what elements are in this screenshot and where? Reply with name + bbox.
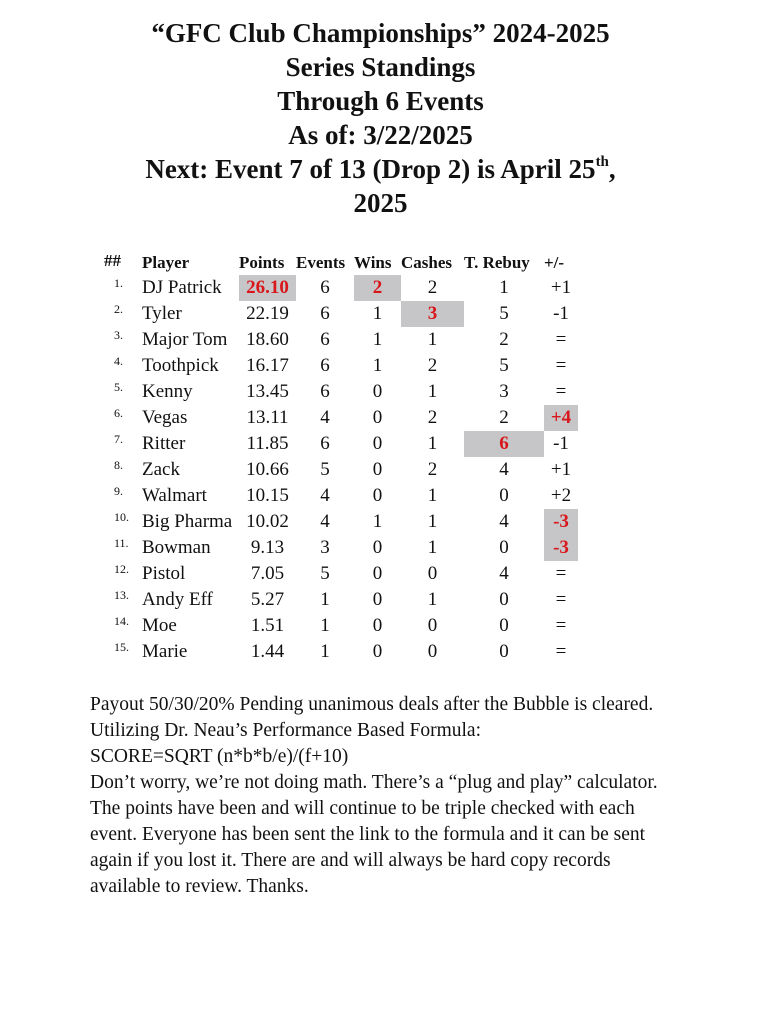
wins-cell: 0 (372, 537, 383, 558)
formula: SCORE=SQRT (n*b*b/e)/(f+10) (90, 746, 349, 767)
notes-body: Don’t worry, we’re not doing math. There’s a “plug and play” calculator. The points have been and will continue to be triple checked with each event. Everyone has been sent the link to the formula and it can be sent again if you lost it. There are and will always be hard copy records available to review. Thanks. (90, 772, 658, 897)
column-header-player: Player (142, 253, 190, 272)
next-event-text: Next: Event 7 of 13 (Drop 2) is April 25 (145, 154, 596, 184)
column-header-rank: ## (104, 251, 121, 270)
table-row (100, 431, 578, 457)
wins-cell: 1 (372, 511, 383, 532)
events-cell: 1 (320, 589, 330, 610)
wins-cell: 0 (372, 563, 383, 584)
table-row (100, 639, 578, 665)
player-cell: DJ Patrick (142, 277, 222, 298)
table-row (100, 327, 578, 353)
events-cell: 1 (320, 641, 330, 662)
points-cell: 1.51 (250, 615, 285, 636)
points-cell: 7.05 (250, 563, 285, 584)
events-cell: 4 (320, 511, 330, 532)
player-cell: Vegas (142, 407, 188, 428)
cashes-cell: 1 (427, 381, 438, 402)
rank-cell: 7. (114, 432, 123, 446)
diff-cell: +1 (550, 277, 572, 298)
rank-cell: 14. (114, 614, 129, 628)
events-cell: 3 (320, 537, 330, 558)
events-cell: 6 (320, 381, 330, 402)
events-cell: 1 (320, 615, 330, 636)
wins-cell: 0 (372, 485, 383, 506)
next-event-year: 2025 (353, 188, 408, 218)
next-event-comma: , (608, 154, 616, 184)
wins-cell: 0 (372, 589, 383, 610)
rank-cell: 2. (114, 302, 123, 316)
diff-cell: +2 (550, 485, 572, 506)
rebuy-cell: 2 (499, 329, 509, 350)
page-subtitle: Series Standings (285, 52, 476, 82)
rebuy-cell-highlighted: 6 (464, 431, 544, 457)
events-cell: 6 (320, 329, 330, 350)
cashes-cell: 1 (427, 485, 438, 506)
player-cell: Ritter (142, 433, 186, 454)
events-cell: 4 (320, 485, 330, 506)
points-cell: 5.27 (250, 589, 285, 610)
table-header-row (100, 251, 578, 275)
rebuy-cell: 0 (499, 537, 509, 558)
rank-cell: 11. (114, 536, 129, 550)
diff-cell: = (555, 589, 567, 610)
formula-intro: Utilizing Dr. Neau’s Performance Based Formula: (90, 720, 481, 741)
rebuy-cell: 0 (499, 589, 509, 610)
cashes-cell: 1 (427, 511, 438, 532)
rank-cell: 10. (114, 510, 129, 524)
wins-cell: 0 (372, 381, 383, 402)
rank-cell: 4. (114, 354, 123, 368)
points-cell: 13.45 (246, 381, 289, 402)
events-cell: 6 (320, 277, 330, 298)
points-cell: 13.11 (246, 407, 289, 428)
player-cell: Pistol (142, 563, 186, 584)
next-event-ordinal: th (595, 154, 609, 170)
cashes-cell: 2 (427, 459, 438, 480)
cashes-cell: 1 (427, 537, 438, 558)
cashes-cell: 0 (427, 615, 438, 636)
cashes-cell: 2 (427, 277, 438, 298)
diff-cell-highlighted: -3 (544, 509, 578, 535)
column-header-cashes: Cashes (401, 253, 453, 272)
table-row (100, 535, 578, 561)
rebuy-cell: 4 (499, 563, 509, 584)
rebuy-cell: 4 (499, 459, 509, 480)
player-cell: Moe (142, 615, 177, 636)
table-row (100, 587, 578, 613)
wins-cell-highlighted: 2 (354, 275, 401, 301)
next-event (0, 152, 761, 186)
diff-cell: +1 (550, 459, 572, 480)
diff-cell: -1 (553, 303, 569, 324)
wins-cell: 0 (372, 407, 383, 428)
wins-cell: 0 (372, 433, 383, 454)
player-cell: Marie (142, 641, 188, 662)
rank-cell: 8. (114, 458, 123, 472)
rebuy-cell: 0 (499, 485, 509, 506)
rebuy-cell: 5 (499, 303, 509, 324)
rebuy-cell: 2 (499, 407, 509, 428)
cashes-cell: 2 (427, 407, 438, 428)
table-row (100, 561, 578, 587)
player-cell: Walmart (142, 485, 207, 506)
column-header-diff: +/- (544, 253, 565, 272)
table-row (100, 405, 578, 431)
cashes-cell: 0 (427, 563, 438, 584)
cashes-cell: 2 (427, 355, 438, 376)
wins-cell: 1 (372, 303, 383, 324)
rank-cell: 6. (114, 406, 123, 420)
rebuy-cell: 4 (499, 511, 509, 532)
player-cell: Major Tom (142, 329, 228, 350)
wins-cell: 0 (372, 641, 383, 662)
diff-cell: = (555, 355, 567, 376)
table-row (100, 379, 578, 405)
page-title: “GFC Club Championships” 2024-2025 (151, 18, 610, 48)
events-cell: 5 (320, 459, 330, 480)
points-cell-highlighted: 26.10 (239, 275, 296, 301)
points-cell: 18.60 (246, 329, 289, 350)
rank-cell: 5. (114, 380, 123, 394)
rebuy-cell: 5 (499, 355, 509, 376)
table-row (100, 275, 578, 301)
events-cell: 6 (320, 303, 330, 324)
events-cell: 4 (320, 407, 330, 428)
rebuy-cell: 0 (499, 641, 509, 662)
diff-cell: = (555, 563, 567, 584)
column-header-rebuy: T. Rebuy (464, 253, 530, 272)
table-row (100, 457, 578, 483)
cashes-cell: 0 (427, 641, 438, 662)
player-cell: Big Pharma (142, 511, 233, 532)
as-of-date: As of: 3/22/2025 (288, 120, 473, 150)
points-cell: 10.02 (246, 511, 289, 532)
events-cell: 6 (320, 433, 330, 454)
wins-cell: 1 (372, 329, 383, 350)
cashes-cell-highlighted: 3 (401, 301, 464, 327)
column-header-points: Points (239, 253, 285, 272)
diff-cell-highlighted: -3 (544, 535, 578, 561)
cashes-cell: 1 (427, 433, 438, 454)
wins-cell: 1 (372, 355, 383, 376)
diff-cell: -1 (553, 433, 569, 454)
column-header-events: Events (296, 253, 346, 272)
player-cell: Andy Eff (142, 589, 213, 610)
diff-cell: = (555, 329, 567, 350)
points-cell: 22.19 (246, 303, 289, 324)
player-cell: Tyler (142, 303, 182, 324)
table-row (100, 509, 578, 535)
player-cell: Zack (142, 459, 180, 480)
rank-cell: 9. (114, 484, 123, 498)
wins-cell: 0 (372, 459, 383, 480)
diff-cell: = (555, 381, 567, 402)
rank-cell: 15. (114, 640, 129, 654)
rank-cell: 3. (114, 328, 123, 342)
player-cell: Toothpick (142, 355, 219, 376)
events-count: Through 6 Events (277, 86, 484, 116)
player-cell: Bowman (142, 537, 211, 558)
table-row (100, 613, 578, 639)
points-cell: 9.13 (250, 537, 285, 558)
table-row (100, 353, 578, 379)
diff-cell: = (555, 615, 567, 636)
player-cell: Kenny (142, 381, 193, 402)
points-cell: 10.15 (246, 485, 289, 506)
notes-section (90, 692, 680, 900)
standings-table (100, 251, 578, 665)
points-cell: 11.85 (246, 433, 289, 454)
diff-cell: = (555, 641, 567, 662)
rebuy-cell: 3 (499, 381, 509, 402)
points-cell: 1.44 (250, 641, 285, 662)
rank-cell: 13. (114, 588, 129, 602)
diff-cell-highlighted: +4 (544, 405, 578, 431)
rebuy-cell: 1 (499, 277, 509, 298)
rebuy-cell: 0 (499, 615, 509, 636)
cashes-cell: 1 (427, 589, 438, 610)
table-row (100, 301, 578, 327)
points-cell: 16.17 (246, 355, 289, 376)
rank-cell: 12. (114, 562, 129, 576)
column-header-wins: Wins (354, 253, 392, 272)
rank-cell: 1. (114, 276, 123, 290)
cashes-cell: 1 (427, 329, 438, 350)
wins-cell: 0 (372, 615, 383, 636)
events-cell: 6 (320, 355, 330, 376)
points-cell: 10.66 (246, 459, 289, 480)
payout-note: Payout 50/30/20% Pending unanimous deals after the Bubble is cleared. (90, 694, 654, 715)
page-header (0, 16, 761, 220)
table-row (100, 483, 578, 509)
events-cell: 5 (320, 563, 330, 584)
